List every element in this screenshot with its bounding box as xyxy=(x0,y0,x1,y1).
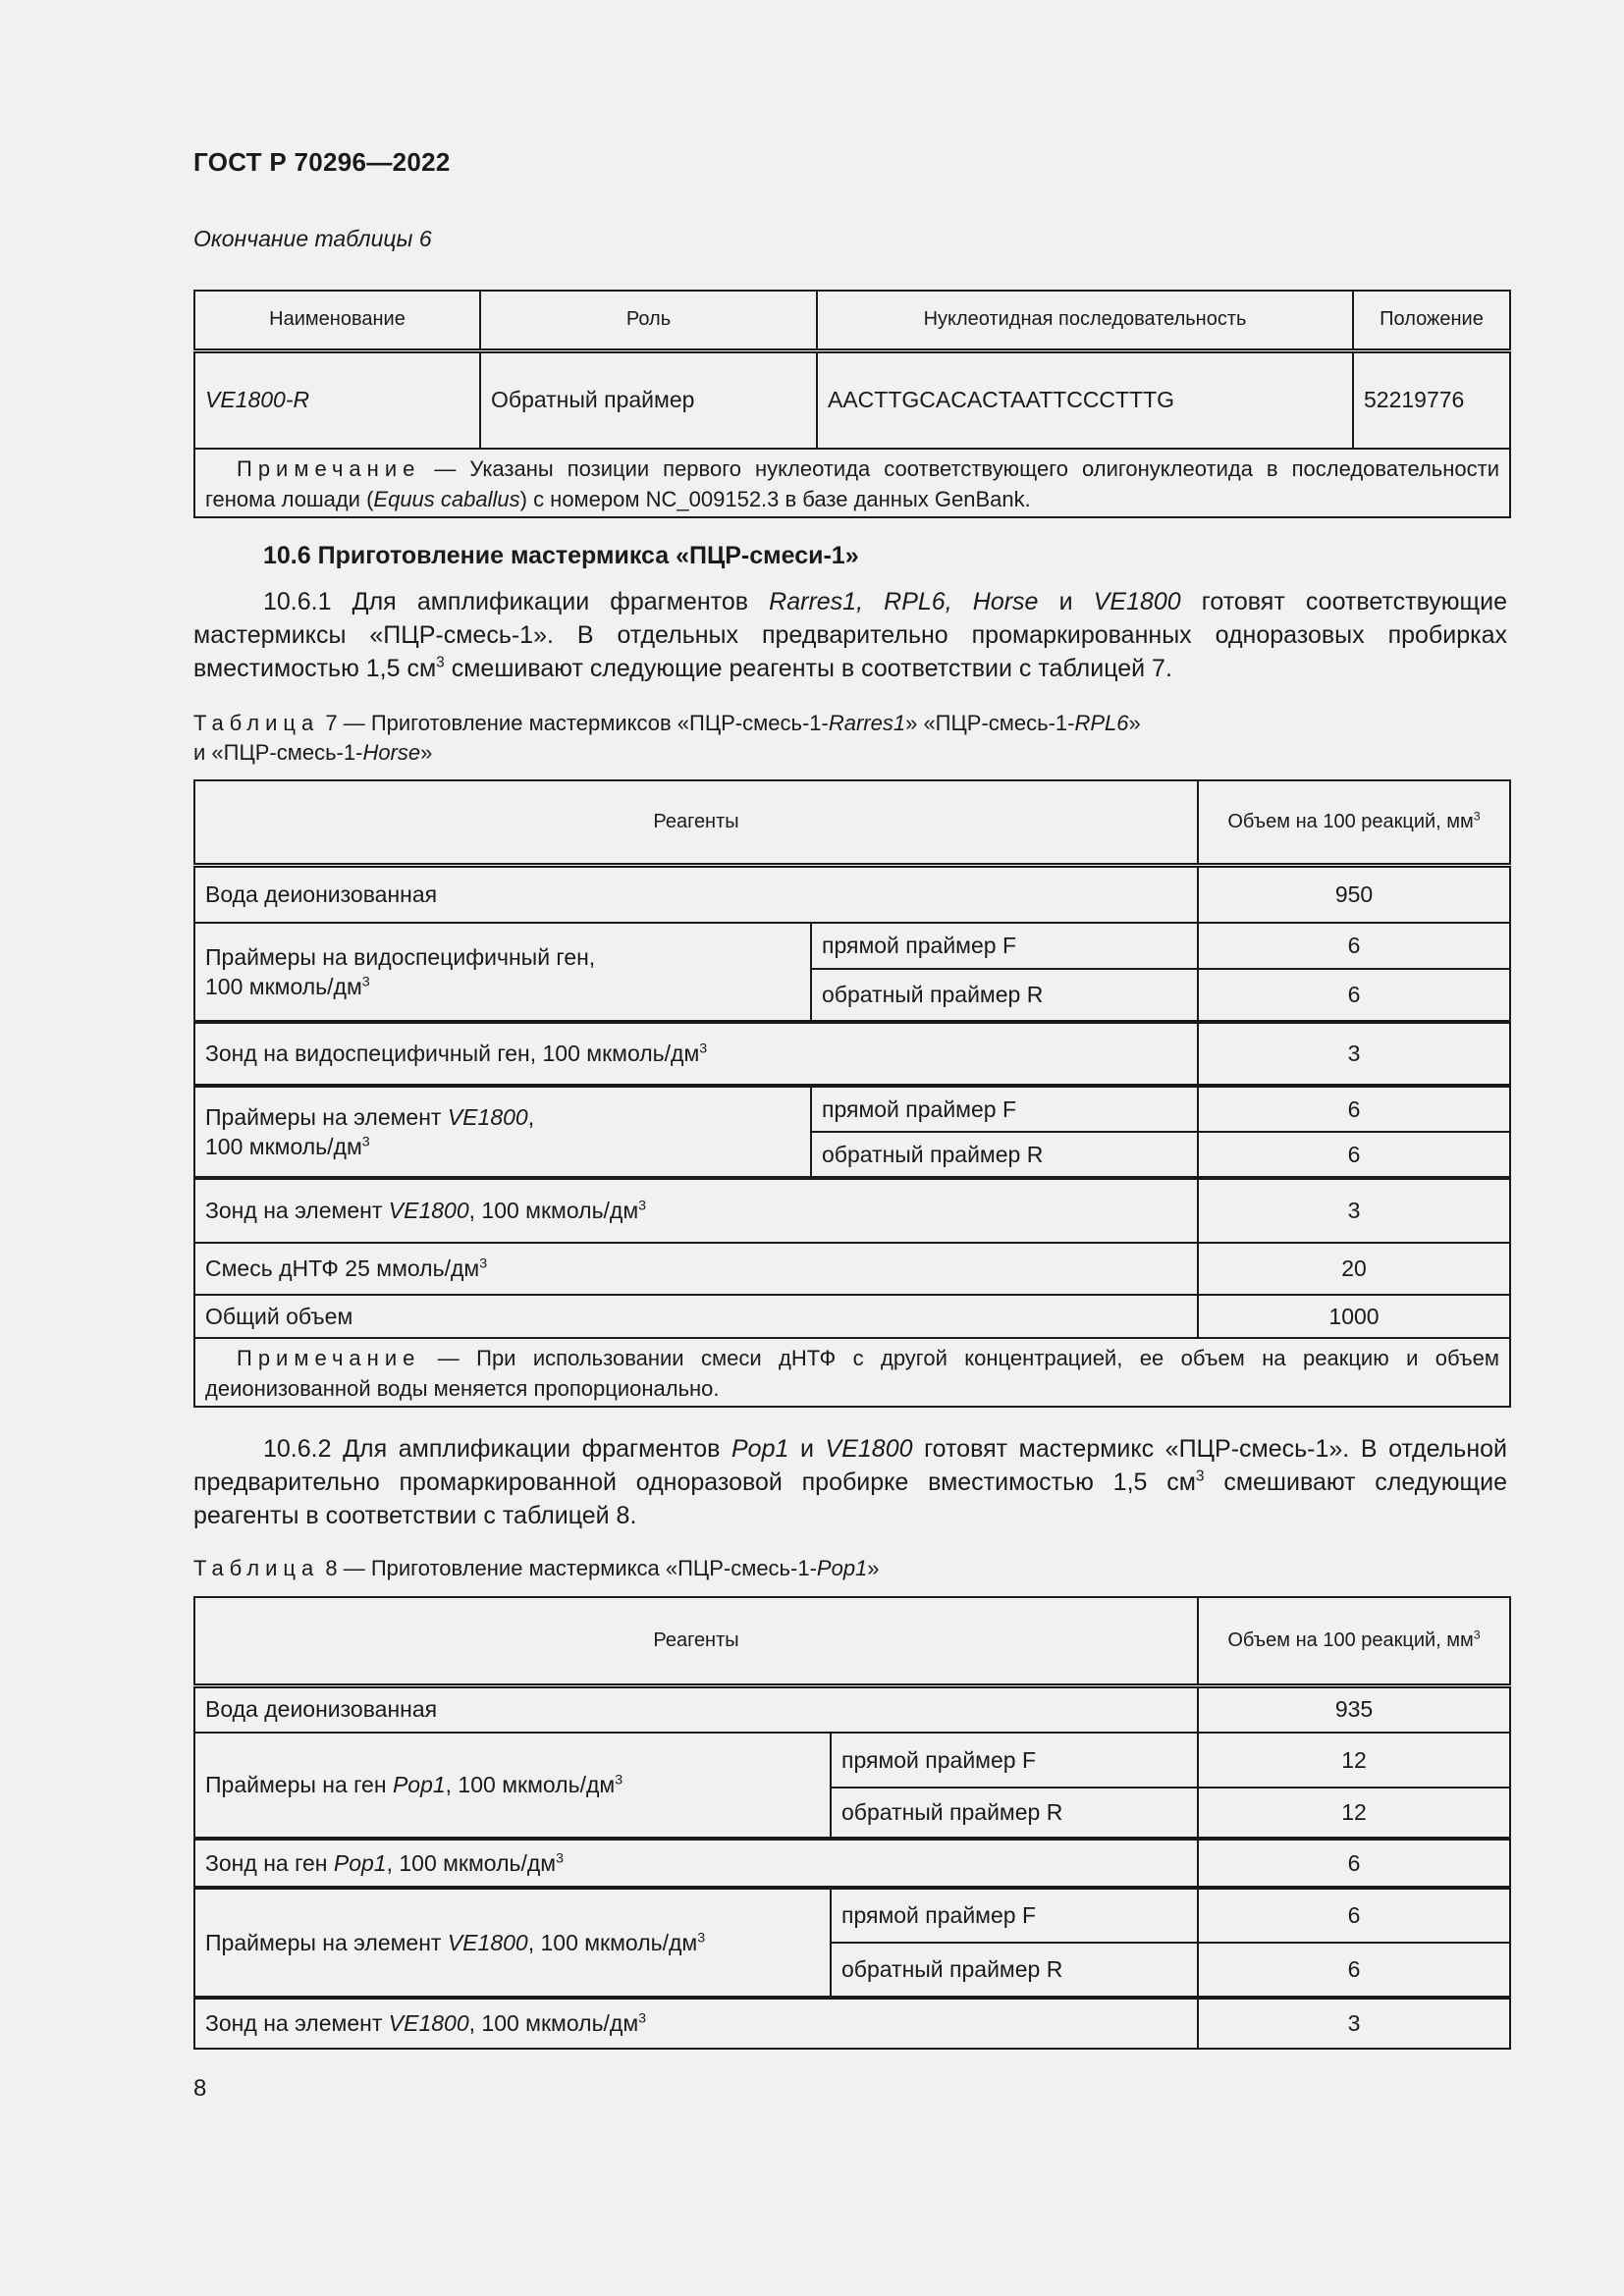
table7-caption: Таблица 7 — Приготовление мастермиксов «ПЦР-смесь-1-Rarres1» «ПЦР-смесь-1-RPL6» и «ПЦР-смесь-1-Horse» xyxy=(193,711,1141,765)
table8-primer1-forward: прямой праймер F xyxy=(831,1733,1198,1788)
table6-cell-role: Обратный праймер xyxy=(480,350,817,449)
table7-primers-element: Праймеры на элемент VE1800, 100 мкмоль/$дм^3$ xyxy=(194,1086,811,1178)
table8-primer2-forward: прямой праймер F xyxy=(831,1888,1198,1943)
table-row xyxy=(194,1243,1510,1295)
table-row xyxy=(194,350,1510,449)
table8-primers-element: Праймеры на элемент VE1800, 100 мкмоль/$дм^3$ xyxy=(194,1888,831,1998)
table7-water-value: 950 xyxy=(1198,865,1510,923)
table8-primer2-forward-value: 6 xyxy=(1198,1888,1510,1943)
table-row xyxy=(194,865,1510,923)
table7-probe-species-value: 3 xyxy=(1198,1022,1510,1086)
table8-primer1-reverse-value: 12 xyxy=(1198,1788,1510,1839)
table7-primer1-forward-value: 6 xyxy=(1198,923,1510,969)
table-7 xyxy=(193,779,1511,1408)
paragraph-10-6-2: 10.6.2 Для амплификации фрагментов Pop1 и VE1800 готовят мастермикс «ПЦР-смесь-1». В отдельной предварительно промаркированной одноразовой пробирке вместимостью 1,5 $см^3$ смешивают следующие реагенты в соответствии с таблицей 8. xyxy=(193,1435,1508,1529)
table8-probe-element: Зонд на элемент VE1800, 100 мкмоль/$дм^3$ xyxy=(194,1998,1198,2049)
table-row xyxy=(194,923,1510,969)
table7-total: Общий объем xyxy=(194,1295,1198,1338)
table8-primer1-forward-value: 12 xyxy=(1198,1733,1510,1788)
table-row xyxy=(194,1086,1510,1132)
table8-primer2-reverse-value: 6 xyxy=(1198,1943,1510,1998)
table6-header-name: Наименование xyxy=(194,291,480,350)
table6-cell-sequence: AACTTGCACACTAATTCCCTTTG xyxy=(817,350,1353,449)
table7-dntp-value: 20 xyxy=(1198,1243,1510,1295)
table-row xyxy=(194,1685,1510,1733)
table7-primer2-reverse: обратный праймер R xyxy=(811,1132,1198,1178)
table-continuation-label: Окончание таблицы 6 xyxy=(193,226,432,251)
table-row xyxy=(194,1022,1510,1086)
section-title: 10.6 Приготовление мастермикса «ПЦР-смеси-1» xyxy=(263,542,859,569)
table-row xyxy=(194,1888,1510,1943)
table7-header-reagents: Реагенты xyxy=(194,780,1198,865)
page-number: 8 xyxy=(193,2075,207,2102)
table7-probe-element-value: 3 xyxy=(1198,1178,1510,1243)
table7-primer1-reverse-value: 6 xyxy=(1198,969,1510,1022)
table6-header-role: Роль xyxy=(480,291,817,350)
table-row xyxy=(194,1839,1510,1888)
table8-probe-gene: Зонд на ген Pop1, 100 мкмоль/$дм^3$ xyxy=(194,1839,1198,1888)
table7-total-value: 1000 xyxy=(1198,1295,1510,1338)
table8-probe-gene-value: 6 xyxy=(1198,1839,1510,1888)
table8-probe-element-value: 3 xyxy=(1198,1998,1510,2049)
table-row xyxy=(194,1178,1510,1243)
table8-primers-gene: Праймеры на ген Pop1, 100 мкмоль/$дм^3$ xyxy=(194,1733,831,1839)
table6-header-position: Положение xyxy=(1353,291,1510,350)
table-8 xyxy=(193,1596,1511,2050)
table7-primer2-forward: прямой праймер F xyxy=(811,1086,1198,1132)
table7-primers-species: Праймеры на видоспецифичный ген, 100 мкмоль/$дм^3$ xyxy=(194,923,811,1022)
table8-water: Вода деионизованная xyxy=(194,1685,1198,1733)
table8-primer2-reverse: обратный праймер R xyxy=(831,1943,1198,1998)
table6-header-sequence: Нуклеотидная последовательность xyxy=(817,291,1353,350)
table6-cell-position: 52219776 xyxy=(1353,350,1510,449)
table7-dntp: Смесь дНТФ 25 ммоль/$дм^3$ xyxy=(194,1243,1198,1295)
table7-note: Примечание — При использовании смеси дНТФ с другой концентрацией, ее объем на реакцию и объем деионизованной воды меняется пропорционально. xyxy=(194,1338,1510,1407)
paragraph-10-6-1: 10.6.1 Для амплификации фрагментов Rarres1, RPL6, Horse и VE1800 готовят соответствующие мастермиксы «ПЦР-смесь-1». В отдельных предварительно промаркированных одноразовых пробирках вместимостью 1,5 $см^3$ смешивают следующие реагенты в соответствии с таблицей 7. xyxy=(193,588,1507,682)
table8-caption: Таблица 8 — Приготовление мастермикса «ПЦР-смесь-1-Pop1» xyxy=(193,1556,880,1580)
table7-probe-element: Зонд на элемент VE1800, 100 мкмоль/$дм^3$ xyxy=(194,1178,1198,1243)
table7-primer1-reverse: обратный праймер R xyxy=(811,969,1198,1022)
table-row xyxy=(194,1998,1510,2049)
table7-probe-species: Зонд на видоспецифичный ген, 100 мкмоль/$дм^3$ xyxy=(194,1022,1198,1086)
table7-water: Вода деионизованная xyxy=(194,865,1198,923)
table8-header-reagents: Реагенты xyxy=(194,1597,1198,1685)
table7-primer1-forward: прямой праймер F xyxy=(811,923,1198,969)
table-row xyxy=(194,1295,1510,1338)
document-code: ГОСТ Р 70296—2022 xyxy=(193,147,451,177)
table-6 xyxy=(193,290,1511,518)
table7-primer2-forward-value: 6 xyxy=(1198,1086,1510,1132)
table7-primer2-reverse-value: 6 xyxy=(1198,1132,1510,1178)
table6-cell-name: VE1800-R xyxy=(194,350,480,449)
table6-note: Примечание — Указаны позиции первого нуклеотида соответствующего олигонуклеотида в последовательности генома лошади (Equus caballus) с номером NC_009152.3 в базе данных GenBank. xyxy=(194,449,1510,517)
table8-water-value: 935 xyxy=(1198,1685,1510,1733)
table8-header-volume: Объем на 100 реакций, $мм^3$ xyxy=(1198,1597,1510,1685)
table7-header-volume: Объем на 100 реакций, $мм^3$ xyxy=(1198,780,1510,865)
table-row xyxy=(194,1733,1510,1788)
table8-primer1-reverse: обратный праймер R xyxy=(831,1788,1198,1839)
